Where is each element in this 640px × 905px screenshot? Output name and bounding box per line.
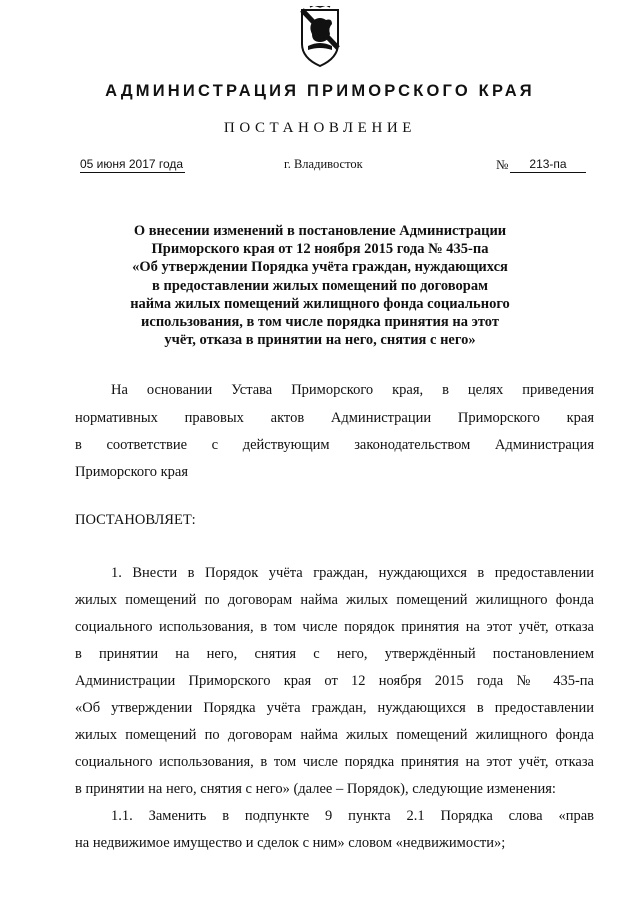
title-line: «Об утверждении Порядка учёта граждан, нуждающихся <box>132 259 508 276</box>
document-date: 05 июня 2017 года <box>80 157 184 171</box>
title-line: в предоставлении жилых помещений по договорам <box>152 277 488 294</box>
preamble-line: в соответствие с действующим законодательством Администрация <box>75 437 594 453</box>
item-1-line: в принятии на него, снятия с него» (далее – Порядок), следующие изменения: <box>75 781 556 797</box>
title-line: учёт, отказа в принятии на него, снятия с него» <box>164 332 476 349</box>
preamble-line: На основании Устава Приморского края, в целях приведения <box>111 382 594 398</box>
item-1-line: «Об утверждении Порядка учёта граждан, нуждающихся в предоставлении <box>75 700 594 716</box>
number-label: № <box>496 157 509 172</box>
item-1-line: в принятии на него, снятия с него, утверждённый постановлением <box>75 646 594 662</box>
item-1-line: 1. Внести в Порядок учёта граждан, нуждающихся в предоставлении <box>111 565 594 581</box>
title-line: О внесении изменений в постановление Администрации <box>133 223 507 239</box>
document-number: 213-па <box>510 157 586 173</box>
document-title <box>60 222 580 349</box>
item-1-line: социального использования, в том числе порядок принятия на этот учёт, отказа <box>75 619 594 635</box>
organization-title: АДМИНИСТРАЦИЯ ПРИМОРСКОГО КРАЯ <box>105 82 535 100</box>
coat-of-arms-icon <box>298 6 342 68</box>
document-type: ПОСТАНОВЛЕНИЕ <box>223 120 417 136</box>
preamble-line: Приморского края <box>75 464 189 480</box>
item-1-line: жилых помещений по договорам найма жилых помещений жилищного фонда <box>75 592 594 608</box>
item-1-line: социального использования, в том числе порядка принятия на этот учёт, отказа <box>75 754 594 770</box>
decree-word: ПОСТАНОВЛЯЕТ: <box>75 512 196 528</box>
item-1-line: жилых помещений по договорам найма жилых помещений жилищного фонда <box>75 727 594 743</box>
item-1-1-line: 1.1. Заменить в подпункте 9 пункта 2.1 Порядка слова «прав <box>111 808 594 824</box>
title-line: использования, в том числе порядка принятия на этот <box>141 314 499 331</box>
item-1-1-line: на недвижимое имущество и сделок с ним» словом «недвижимости»; <box>75 835 506 851</box>
title-line: найма жилых помещений жилищного фонда социального <box>130 295 510 312</box>
item-1-line: Администрации Приморского края от 12 ноября 2015 года № 435-па <box>75 673 594 689</box>
preamble-line: нормативных правовых актов Администрации Приморского края <box>75 410 594 426</box>
title-line: Приморского края от 12 ноября 2015 года № 435-па <box>151 241 489 258</box>
document-city: г. Владивосток <box>284 157 363 171</box>
